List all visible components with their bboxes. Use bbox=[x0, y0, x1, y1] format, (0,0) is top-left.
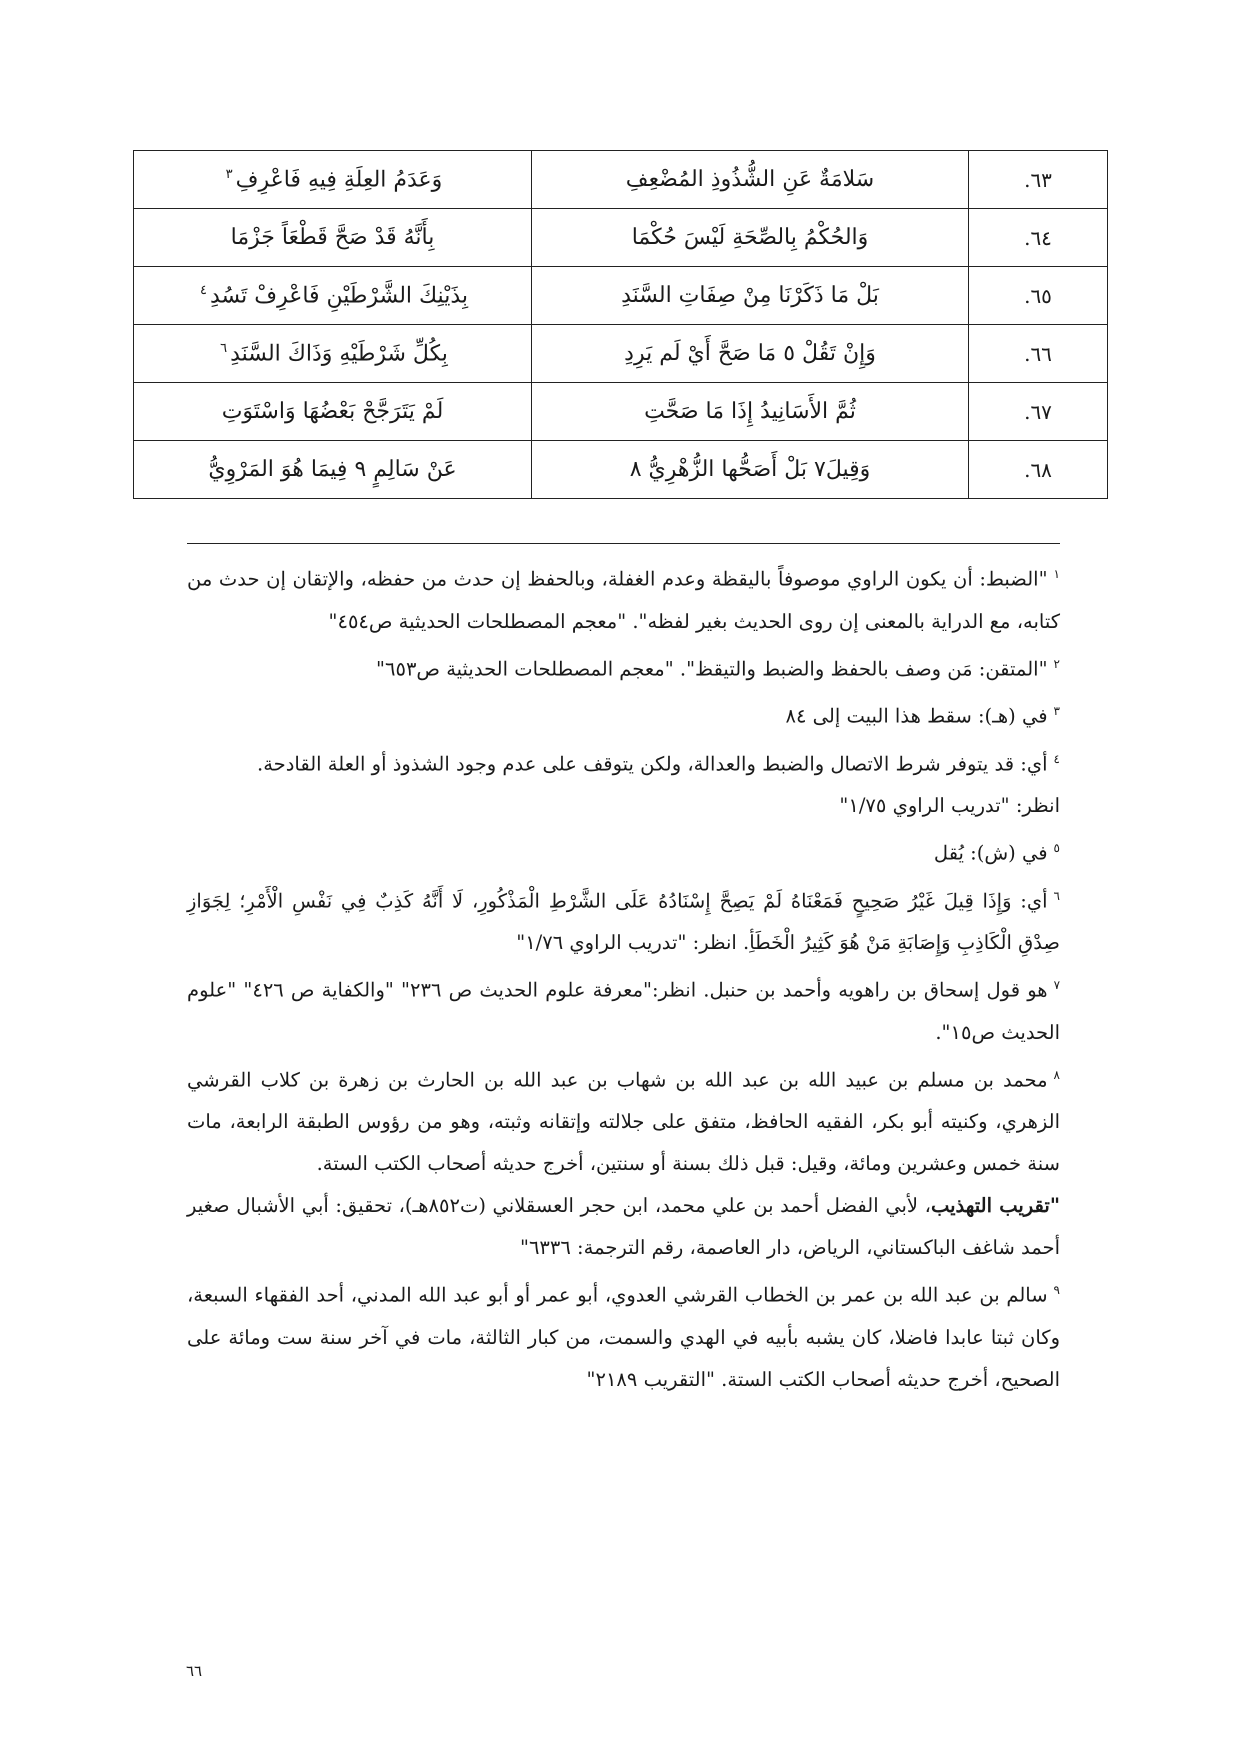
verse-second-hemistich: لَمْ يَتَرَجَّحْ بَعْضُهَا وَاسْتَوَتِ bbox=[134, 383, 532, 441]
footnote-separator bbox=[187, 543, 1060, 544]
footnote-ref[interactable]: ٣ bbox=[225, 166, 233, 182]
footnote bbox=[187, 643, 1060, 691]
verse-second-hemistich: وَعَدَمُ العِلَةِ فِيهِ فَاعْرِفِ$^٣$ bbox=[134, 151, 532, 209]
footnote bbox=[187, 553, 1060, 643]
footnote bbox=[187, 690, 1060, 738]
footnote-text: هو قول إسحاق بن راهويه وأحمد بن حنبل. انظر:"معرفة علوم الحديث ص ٢٣٦" "والكفاية ص ٤٢٦" "علوم الحديث ص١٥". bbox=[187, 978, 1060, 1044]
verse-row bbox=[134, 325, 1108, 383]
footnote bbox=[187, 964, 1060, 1054]
footnote bbox=[187, 738, 1060, 786]
verse-second-hemistich: بِكُلِّ شَرْطَيْهِ وَذَاكَ السَّنَدِ$^٦$ bbox=[134, 325, 532, 383]
verse-first-hemistich: سَلامَةٌ عَنِ الشُّذُوذِ المُضْعِفِ bbox=[532, 151, 969, 209]
verse-number: ٦٥. bbox=[969, 267, 1108, 325]
verse-row bbox=[134, 151, 1108, 209]
footnote-text: "الضبط: أن يكون الراوي موصوفاً باليقظة وعدم الغفلة، وبالحفظ إن حدث من حفظه، والإتقان إن حدث من كتابه، مع الدراية بالمعنى إن روى الحديث بغير لفظه". "معجم المصطلحات الحديثية ص٤٥٤" bbox=[187, 567, 1060, 633]
footnote bbox=[187, 875, 1060, 965]
footnote-number: ١ bbox=[1053, 567, 1060, 581]
footnote-number: ٧ bbox=[1053, 978, 1061, 992]
footnote bbox=[187, 827, 1060, 875]
verse-second-hemistich: بِأَنَّهُ قَدْ صَحَّ قَطْعَاً جَزْمَا bbox=[134, 209, 532, 267]
footnote-text: محمد بن مسلم بن عبيد الله بن عبد الله بن شهاب بن عبد الله بن الحارث بن زهرة بن كلاب القرشي الزهري، وكنيته أبو بكر، الفقيه الحافظ، متفق على جلالته وإتقانه وثبته، وهو من رؤوس الطبقة الرابعة، مات سنة خمس وعشرين ومائة، وقيل: قبل ذلك بسنة أو سنتين، أخرج حديثه أصحاب الكتب الستة. bbox=[187, 1068, 1060, 1175]
footnote-text: ، لأبي الفضل أحمد بن علي محمد، ابن حجر العسقلاني (ت٨٥٢هـ)، تحقيق: أبي الأشبال صغير أحمد شاغف الباكستاني، الرياض، دار العاصمة، رقم الترجمة: ٦٣٣٦" bbox=[187, 1194, 1060, 1259]
verse-row bbox=[134, 441, 1108, 499]
footnote bbox=[187, 1054, 1060, 1186]
footnote-number: ٨ bbox=[1053, 1067, 1060, 1082]
verse-row bbox=[134, 383, 1108, 441]
footnote-number: ٦ bbox=[1053, 888, 1060, 903]
footnote bbox=[187, 1269, 1060, 1401]
footnote-text: في (ش): يُقل bbox=[933, 841, 1048, 865]
verse-row bbox=[134, 209, 1108, 267]
footnote-number: ٢ bbox=[1053, 656, 1060, 671]
footnote-number: ٤ bbox=[1053, 751, 1060, 766]
verse-number: ٦٣. bbox=[969, 151, 1108, 209]
footnote-text: سالم بن عبد الله بن عمر بن الخطاب القرشي العدوي، أبو عمر أو أبو عبد الله المدني، أحد الفقهاء السبعة، وكان ثبتا عابدا فاضلا، كان يشبه بأبيه في الهدي والسمت، من كبار الثالثة، مات في آخر سنة ست ومائة على الصحيح، أخرج حديثه أصحاب الكتب الستة. "التقريب ٢١٨٩" bbox=[187, 1283, 1060, 1391]
footnote-continuation bbox=[187, 1185, 1060, 1269]
verse-number: ٦٨. bbox=[969, 441, 1108, 499]
verse-table bbox=[133, 150, 1108, 499]
verse-second-hemistich: عَنْ سَالِمٍ ٩ فِيمَا هُوَ المَرْوِيُّ bbox=[134, 441, 532, 499]
verse-first-hemistich: ثُمَّ الأَسَانِيدُ إِذَا مَا صَحَّتِ bbox=[532, 383, 969, 441]
verse-first-hemistich: بَلْ مَا ذَكَرْنَا مِنْ صِفَاتِ السَّنَدِ bbox=[532, 267, 969, 325]
footnote-text: "المتقن: مَن وصف بالحفظ والضبط والتيقظ". "معجم المصطلحات الحديثية ص٦٥٣" bbox=[376, 657, 1048, 680]
footnote-text: في (هـ): سقط هذا البيت إلى ٨٤ bbox=[785, 704, 1048, 728]
verse-row bbox=[134, 267, 1108, 325]
footnote-text: أي: قد يتوفر شرط الاتصال والضبط والعدالة، ولكن يتوقف على عدم وجود الشذوذ أو العلة القادحة. bbox=[257, 752, 1048, 775]
page-number: ٦٦ bbox=[186, 1662, 203, 1680]
verse-number: ٦٤. bbox=[969, 209, 1108, 267]
footnote-number: ٣ bbox=[1053, 704, 1060, 718]
footnote-text: انظر: "تدريب الراوي ١/٧٥" bbox=[839, 794, 1060, 817]
footnote-ref[interactable]: ٦ bbox=[220, 340, 228, 356]
verse-first-hemistich: وَإِنْ تَقُلْ ٥ مَا صَحَّ أَيْ لَم يَرِدِ bbox=[532, 325, 969, 383]
book-title: "تقريب التهذيب bbox=[930, 1194, 1061, 1217]
footnote-continuation bbox=[187, 785, 1060, 827]
verse-number: ٦٦. bbox=[969, 325, 1108, 383]
verse-number: ٦٧. bbox=[969, 383, 1108, 441]
footnote-text: أي: وَإِذَا قِيلَ غَيْرُ صَحِيحٍ فَمَعْنَاهُ لَمْ يَصِحَّ إِسْنَادُهُ عَلَى الشَّرْطِ الْمَذْكُورِ، لَا أَنَّهُ كَذِبٌ فِي نَفْسِ الْأَمْرِ؛ لِجَوَازِ صِدْقِ الْكَاذِبِ وَإِصَابَةِ مَنْ هُوَ كَثِيرُ الْخَطَأِ. انظر: "تدريب الراوي ١/٧٦" bbox=[187, 889, 1060, 954]
footnote-number: ٩ bbox=[1053, 1283, 1060, 1297]
verse-first-hemistich: وَقِيلَ٧ بَلْ أَصَحُّها الزُّهْرِيُّ ٨ bbox=[532, 441, 969, 499]
footnote-ref[interactable]: ٤ bbox=[199, 282, 207, 298]
footnotes bbox=[187, 553, 1060, 1401]
verse-second-hemistich: بِذَيْنِكَ الشَّرْطَيْنِ فَاعْرِفْ تَسُدِ$^٤$ bbox=[134, 267, 532, 325]
footnote-number: ٥ bbox=[1053, 841, 1060, 855]
verse-first-hemistich: وَالحُكْمُ بِالصِّحَةِ لَيْسَ حُكْمَا bbox=[532, 209, 969, 267]
